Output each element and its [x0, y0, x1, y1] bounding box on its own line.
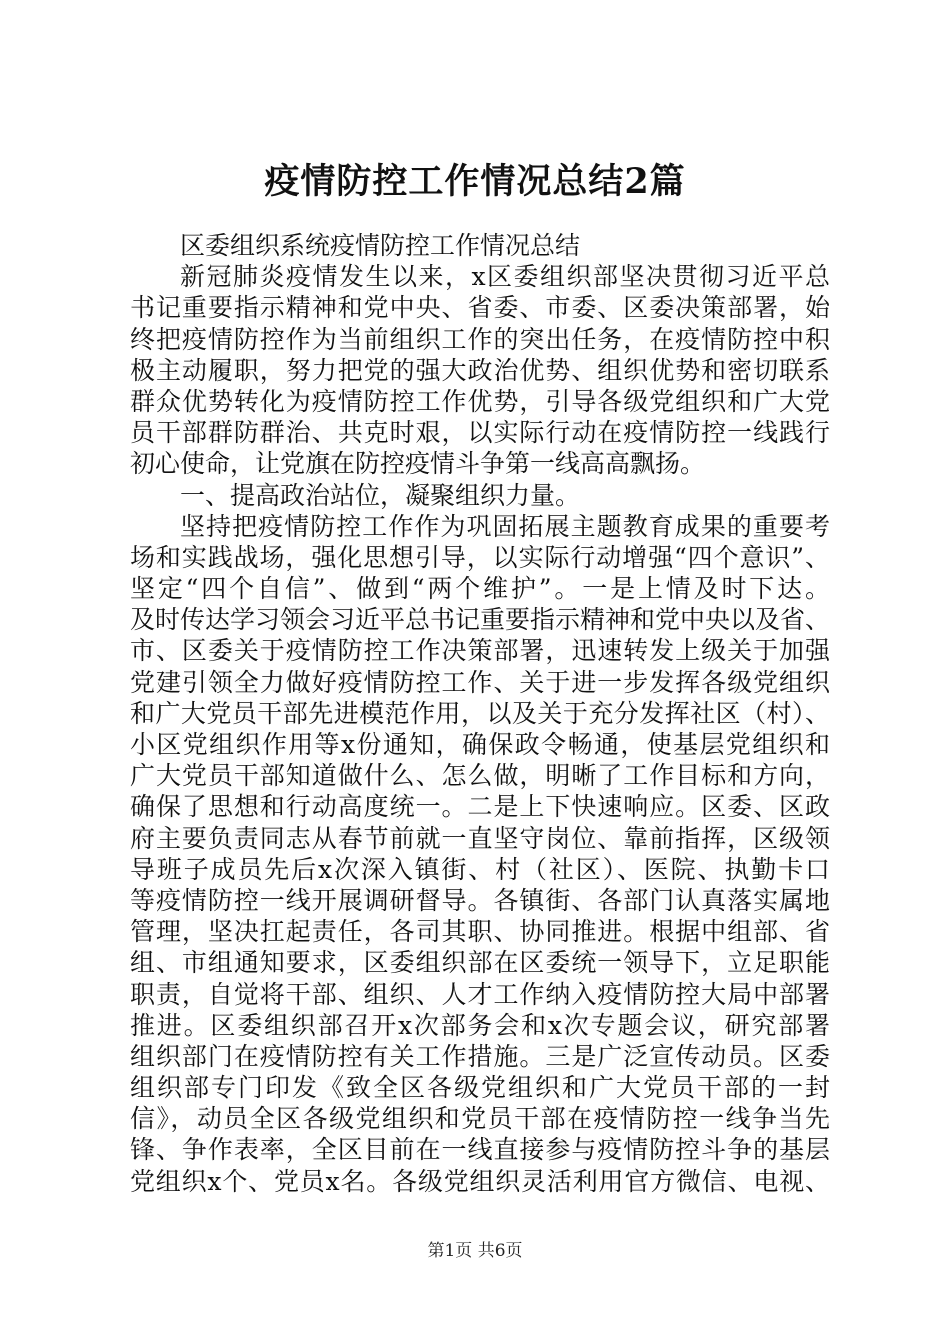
text-line: 坚持把疫情防控工作作为巩固拓展主题教育成果的重要考 [180, 511, 830, 541]
text-line: 推进。区委组织部召开x次部务会和x次专题会议，研究部署 [130, 1010, 830, 1040]
page-footer: 第1页 共6页 [427, 1241, 523, 1261]
text-line: 确保了思想和行动高度统一。二是上下快速响应。区委、区政 [130, 792, 830, 822]
text-line: 新冠肺炎疫情发生以来，x区委组织部坚决贯彻习近平总 [180, 262, 830, 292]
text-line: 组织部门在疫情防控有关工作措施。三是广泛宣传动员。区委 [130, 1041, 830, 1071]
text-line: 区委组织系统疫情防控工作情况总结 [180, 231, 581, 260]
text-line: 及时传达学习领会习近平总书记重要指示精神和党中央以及省、 [130, 605, 830, 635]
text-line: 终把疫情防控作为当前组织工作的突出任务，在疫情防控中积 [130, 324, 830, 354]
text-line: 小区党组织作用等x份通知，确保政令畅通，使基层党组织和 [130, 730, 830, 759]
text-line: 书记重要指示精神和党中央、省委、市委、区委决策部署，始 [130, 293, 830, 323]
text-line: 初心使命，让党旗在防控疫情斗争第一线高高飘扬。 [130, 449, 706, 479]
text-line: 市、区委关于疫情防控工作决策部署，迅速转发上级关于加强 [130, 636, 830, 666]
text-line: 党组织x个、党员x名。各级党组织灵活利用官方微信、电视、 [130, 1166, 830, 1196]
text-line: 极主动履职，努力把党的强大政治优势、组织优势和密切联系 [130, 355, 830, 385]
text-line: 管理，坚决扛起责任，各司其职、协同推进。根据中组部、省 [130, 917, 830, 947]
text-line: 信》，动员全区各级党组织和党员干部在疫情防控一线争当先 [130, 1104, 830, 1134]
text-line: 组、市组通知要求，区委组织部在区委统一领导下，立足职能 [130, 948, 830, 978]
text-line: 导班子成员先后x次深入镇街、村（社区）、医院、执勤卡口 [130, 854, 830, 884]
text-line: 广大党员干部知道做什么、怎么做，明晰了工作目标和方向， [130, 761, 830, 791]
text-line: 府主要负责同志从春节前就一直坚守岗位、靠前指挥，区级领 [130, 823, 830, 853]
text-line: 锋、争作表率，全区目前在一线直接参与疫情防控斗争的基层 [130, 1135, 830, 1165]
text-line: 坚定“四个自信”、做到“两个维护”。一是上情及时下达。 [130, 574, 830, 604]
text-line: 等疫情防控一线开展调研督导。各镇街、各部门认真落实属地 [130, 885, 830, 915]
text-line: 员干部群防群治、共克时艰，以实际行动在疫情防控一线践行 [130, 418, 830, 448]
text-line: 职责，自觉将干部、组织、人才工作纳入疫情防控大局中部署 [130, 979, 830, 1009]
text-line: 党建引领全力做好疫情防控工作、关于进一步发挥各级党组织 [130, 667, 830, 697]
document-body [130, 230, 830, 1197]
text-line: 一、提高政治站位，凝聚组织力量。 [180, 480, 581, 510]
document-title: 疫情防控工作情况总结2篇 [264, 161, 686, 202]
text-line: 场和实践战场，强化思想引导，以实际行动增强“四个意识”、 [130, 542, 830, 572]
text-line: 组织部专门印发《致全区各级党组织和广大党员干部的一封 [130, 1073, 830, 1103]
text-line: 群众优势转化为疫情防控工作优势，引导各级党组织和广大党 [130, 386, 830, 416]
text-line: 和广大党员干部先进模范作用，以及关于充分发挥社区（村）、 [130, 698, 830, 728]
